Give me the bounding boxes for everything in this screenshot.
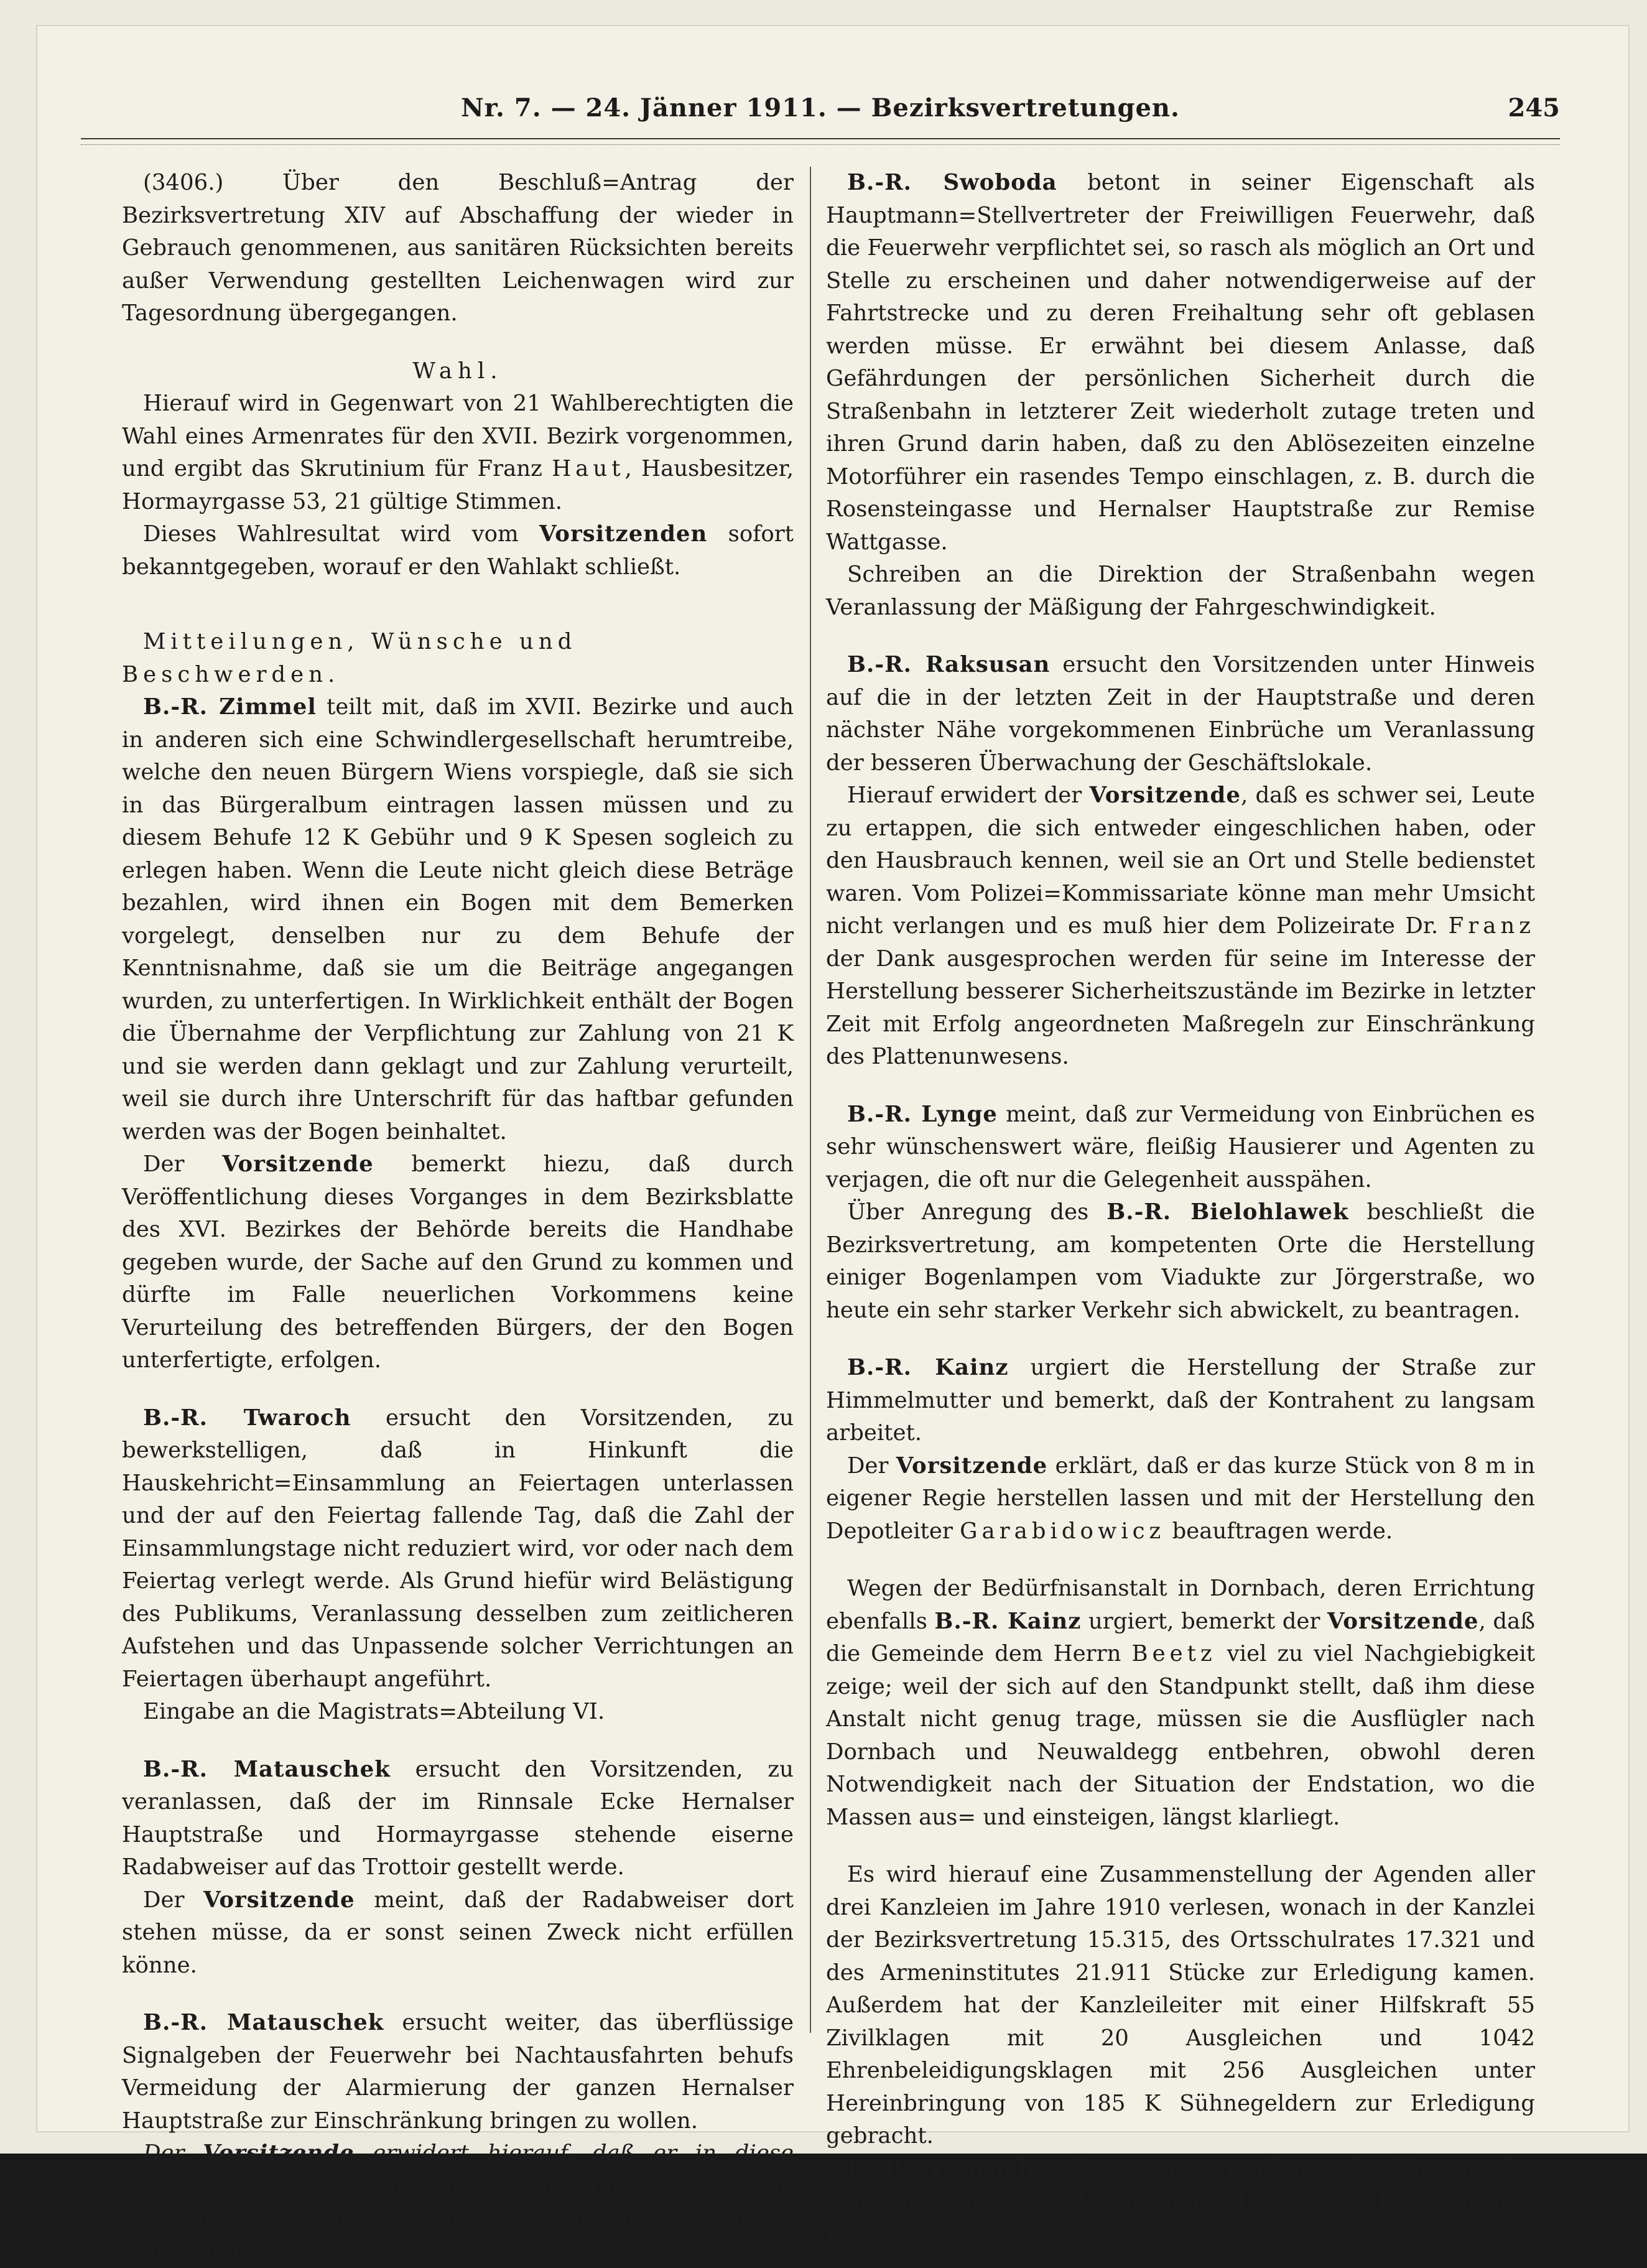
speaker-name: B.-R. Swoboda [847, 170, 1057, 195]
paragraph [826, 167, 1535, 559]
paragraph-text: betont in seiner Eigenschaft als Hauptmann=Stellvertreter der Freiwilligen Feuerwehr, daß die Feuerwehr verpflichtet sei, so rasch als möglich an Ort und Stelle zu erscheinen und daher notwendigerweise auf der Fahrtstrecke und zu deren Freihaltung sehr oft geblasen werden müsse. Er erwähnt bei diesem Anlasse, daß Gefährdungen der persönlichen Sicherheit durch die Straßenbahn in letzterer Zeit wiederholt zutage treten und ihren Grund darin haben, daß zu den Ablösezeiten einzelne Motorführer ein rasendes Tempo einschlagen, z. B. durch die Rosensteingasse und Hernalser Hauptstraße zur Remise Wattgasse. [826, 170, 1535, 555]
paragraph-text: Dieses Wahlresultat wird vom [143, 521, 540, 547]
paragraph [122, 388, 794, 518]
speaker-name: B.-R. Raksusan [847, 652, 1051, 677]
paragraph-text: meint, daß zur Vermeidung von Einbrüchen es sehr wünschenswert wäre, fleißig Hausierer und Agenten zu verjagen, die oft nur die Gelegenheit ausspähen. [826, 1101, 1535, 1192]
paragraph-text: urgiert, bemerkt der [1081, 1608, 1327, 1634]
paragraph-text: bemerkt hiezu, daß durch Veröffentlichung dieses Vorganges in dem Bezirksblatte des XVI. Bezirkes der Behörde bereits die Handhabe gegeben wurde, der Sache auf den Grund zu kommen und dürfte im Falle neuerlichen Vorkommens keine Verurteilung des betreffenden Bürgers, der den Bogen unterfertigte, erfolgen. [122, 1151, 794, 1373]
speaker-name: Vorsitzende [1089, 783, 1241, 808]
person-name: Franz [1448, 913, 1535, 939]
paragraph [122, 1402, 794, 1696]
paragraph-text: Es wird hierauf eine Zusammenstellung der Agenden aller drei Kanzleien im Jahre 1910 verlesen, wonach in der Kanzlei der Bezirksvertretung 15.315, des Ortsschulrates 17.321 und des Armeninstitutes 21.911 Stücke zur Erledigung kamen. Außerdem hat der Kanzleileiter mit einer Hilfskraft 55 Zivilklagen mit 20 Ausgleichen und 1042 Ehrenbeleidigungsklagen mit 256 Ausgleichen unter Hereinbringung von 185 K Sühnegeldern zur Erledigung gebracht. [826, 1862, 1535, 2149]
section-heading-mitteilungen: Mitteilungen, Wünsche und Beschwerden. [122, 629, 577, 687]
paragraph-text: , daß die Gemeinde dem Herrn [826, 1608, 1535, 1666]
paragraph-text: , daß es schwer sei, Leute zu ertappen, die sich entweder eingeschlichen haben, oder den Hausbrauch kennen, weil sie an Ort und Stelle bedienstet waren. Vom Polizei=Kommissariate könne man mehr Umsicht nicht verlangen und es muß hier dem Polizeirate Dr. [826, 783, 1535, 939]
paragraph-text: meint, daß der Radabweiser dort stehen müsse, da er sonst seinen Zweck nicht erfüllen könne. [122, 1887, 794, 1978]
paragraph [122, 691, 794, 1148]
paragraph [122, 2137, 794, 2268]
paragraph [826, 1450, 1535, 1548]
paragraph-text: beschließt die Bezirksvertretung, am kompetenten Orte die Herstellung einiger Bogenlampen vom Viadukte zur Jörgerstraße, wo heute ein sehr starker Verkehr sich abwickelt, zu beantragen. [826, 1199, 1535, 1323]
right-column [826, 167, 1535, 2251]
speaker-name: B.-R. Twaroch [847, 2155, 1035, 2182]
page-header [81, 93, 1560, 137]
paragraph [826, 1859, 1535, 2153]
paragraph [122, 518, 794, 583]
speaker-name: Vorsitzende [1327, 1608, 1479, 1634]
paragraph [826, 1196, 1535, 1327]
paragraph [826, 559, 1535, 624]
paragraph-text: erwidert hierauf, daß er in diese Angelegenheit sich einzumengen keinen Anlaß finde, da die Anordnungen des Feuerwehrkommandos hiefür maßgebend seien. [122, 2140, 794, 2264]
speaker-name: Vorsitzenden [539, 521, 708, 547]
paragraph-text: Der [847, 1452, 896, 1479]
speaker-name: B.-R. Zimmel [143, 694, 317, 720]
speaker-name: Vorsitzende [896, 1452, 1048, 1479]
left-column [122, 167, 794, 2268]
paragraph-text: ersucht den Vorsitzenden unter Hinweis auf die in der letzten Zeit in der Hauptstraße und deren nächster Nähe vorgekommenen Einbrüche um Veranlassung der besseren Überwachung der Geschäftslokale. [826, 652, 1535, 776]
paragraph-text: Hierauf erwidert der [847, 783, 1090, 808]
section-heading-wahl: Wahl. [412, 358, 503, 384]
paragraph-text: erklärt, daß er das kurze Stück von 8 m in eigener Regie herstellen lassen und mit der Herstellung den Depotleiter [826, 1452, 1535, 1544]
speaker-name: B.-R. Matauschek [143, 1756, 391, 1782]
paragraph [122, 1754, 794, 1884]
person-name: Beetz [1131, 1641, 1217, 1666]
speaker-name: B.-R. Kainz [847, 1355, 1009, 1380]
header-rule [81, 138, 1560, 145]
speaker-name: B.-R. Twaroch [143, 1405, 351, 1431]
page-number: 245 [1508, 93, 1560, 123]
paragraph [122, 1884, 794, 1982]
paragraph-text: urgiert die Herstellung der Straße zur Himmelmutter und bemerkt, daß der Kontrahent zu langsam arbeitet. [826, 1355, 1535, 1446]
paragraph-text: der Dank ausgesprochen werden für seine im Interesse der Herstellung besserer Sicherheitszustände im Bezirke in letzter Zeit mit Erfolg angeordneten Maßregeln zur Einschränkung des Plattenunwesens. [826, 946, 1535, 1069]
paragraph-text: Hierauf wird in Gegenwart von 21 Wahlberechtigten die Wahl eines Armenrates für den XVII. Bezirk vorgenommen, und ergibt das Skrutinium für Franz [122, 391, 794, 481]
speaker-name: B.-R. Lynge [847, 1101, 998, 1127]
paragraph-text: viel zu viel Nachgiebigkeit zeige; weil der sich auf den Standpunkt stellt, daß ihm diese Anstalt nicht genug trage, müssen sie die Ausflügler nach Dornbach und Neuwaldegg entbehren, obwohl deren Notwendigkeit nach der Situation der Endstation, wo die Massen aus= und einsteigen, längst klarliegt. [826, 1641, 1535, 1830]
speaker-name: B.-R. Kainz [934, 1608, 1082, 1634]
paragraph [826, 1099, 1535, 1197]
paragraph-text: sofort bekanntgegeben, worauf er den Wahlakt schließt. [122, 521, 794, 580]
person-name: Haut [552, 456, 625, 481]
column-divider [810, 167, 811, 2033]
paragraph-text: (3406.) Über den Beschluß=Antrag der Bezirksvertretung XIV auf Abschaffung der wieder in Gebrauch genommenen, aus sanitären Rücksichten bereits außer Verwendung gestellten Leichenwagen wird zur Tagesordnung übergegangen. [122, 170, 794, 326]
speaker-name: Vorsitzende [222, 1151, 374, 1177]
paragraph-text: ersucht den Vorsitzenden, zu bewerkstelligen, daß in Hinkunft die Hauskehricht=Einsammlung an Feiertagen unterlassen und der auf den Feiertag fallende Tag, daß die Zahl der Einsammlungstage nicht reduziert wird, vor oder nach dem Feiertag verlegt werde. Als Grund hiefür wird Belästigung des Publikums, Veranlassung desselben zum zeitlicheren Aufstehen und das Unpassende solcher Verrichtungen an Feiertagen überhaupt angeführt. [122, 1405, 794, 1692]
paragraph [826, 779, 1535, 1074]
speaker-name: B.-R. Bielohlawek [1107, 1199, 1349, 1225]
paragraph-text: Über Anregung des [847, 1199, 1107, 1225]
speaker-name: Vorsitzende [203, 1887, 355, 1913]
paragraph-text: Eingabe an die Magistrats=Abteilung VI. [143, 1699, 605, 1724]
person-name: Garabidowicz [960, 1518, 1166, 1544]
paragraph [122, 1148, 794, 1377]
paragraph [122, 1696, 794, 1729]
paragraph [826, 1352, 1535, 1450]
speaker-name: B.-R. Matauschek [143, 2010, 384, 2035]
paragraph-text: ersucht weiter, das überflüssige Signalgeben der Feuerwehr bei Nachtausfahrten behufs Vermeidung der Alarmierung der ganzen Hernalser Hauptstraße zur Einschränkung bringen zu wollen. [122, 2010, 794, 2134]
paragraph-text: teilt in seiner Funktion als Obmann des Armeninstitutes mit, daß im Jahre 1910 außer Pfründen und Er= [826, 2155, 1535, 2247]
paragraph-text: teilt mit, daß im XVII. Bezirke und auch in anderen sich eine Schwindlergesellschaft herumtreibe, welche den neuen Bürgern Wiens vorspiegle, daß sie sich in das Bürgeralbum eintragen lassen müssen und zu diesem Behufe 12 K Gebühr und 9 K Spesen sogleich zu erlegen haben. Wenn die Leute nicht gleich diese Beträge bezahlen, wird ihnen ein Bogen mit dem Bemerken vorgelegt, denselben nur zu dem Behufe der Kenntnisnahme, daß sie um die Beiträge angegangen wurden, zu unterfertigen. In Wirklichkeit enthält der Bogen die Übernahme der Verpflichtung zur Zahlung von 21 K und sie werden dann geklagt und zur Zahlung verurteilt, weil sie durch ihre Unterschrift für das haftbar gefunden werden was der Bogen beinhaltet. [122, 694, 794, 1145]
paragraph [826, 649, 1535, 779]
paragraph-text: ersucht den Vorsitzenden, zu veranlassen, daß der im Rinnsale Ecke Hernalser Hauptstraße und Hormayrgasse stehende eiserne Radabweiser auf das Trottoir gestellt werde. [122, 1756, 794, 1880]
paragraph-text: Der [143, 1887, 204, 1913]
header-title: Nr. 7. — 24. Jänner 1911. — Bezirksvertretungen. [461, 93, 1180, 123]
paragraph [826, 2153, 1535, 2251]
speaker-name: Vorsitzende [203, 2140, 355, 2166]
paragraph-text: Der [143, 1151, 223, 1177]
paragraph [826, 1573, 1535, 1834]
paragraph-text: Schreiben an die Direktion der Straßenbahn wegen Veranlassung der Mäßigung der Fahrgeschwindigkeit. [826, 562, 1535, 620]
paragraph-text: beauftragen werde. [1165, 1518, 1393, 1544]
paragraph-text: Der [143, 2140, 203, 2166]
paragraph-text: Wegen der Bedürfnisanstalt in Dornbach, deren Errichtung ebenfalls [826, 1576, 1535, 1634]
paragraph-text: , Hausbesitzer, Hormayrgasse 53, 21 gültige Stimmen. [122, 456, 794, 514]
paragraph [122, 167, 794, 330]
paragraph [122, 2007, 794, 2137]
